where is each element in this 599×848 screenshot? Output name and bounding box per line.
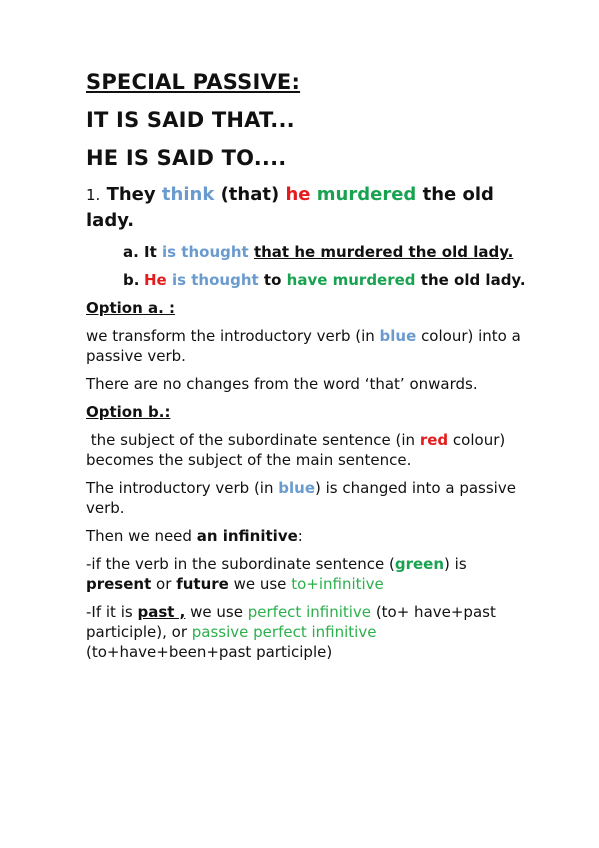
word-think: think	[161, 184, 215, 205]
word-he: he	[285, 184, 311, 205]
option-b-p1-start: the subject of the subordinate sentence (in	[90, 431, 416, 449]
word-they: They	[106, 184, 156, 205]
sentence-b-rest: the old lady.	[420, 271, 526, 289]
option-a-heading	[86, 298, 526, 318]
sentence-b	[86, 270, 526, 290]
option-b-p5-past: past ,	[137, 603, 186, 621]
option-b-p4-inf: to+infinitive	[291, 575, 384, 593]
option-b-p1-end: colour) becomes the subject of the main sentence.	[86, 431, 506, 469]
option-b-p5-mid: (to+ have+past participle), or	[86, 603, 496, 641]
option-b-p4-start: -if the verb in the subordinate sentence (	[86, 555, 395, 573]
option-a-heading-text: Option a	[86, 299, 159, 317]
sentence-a-it: It	[144, 243, 157, 261]
word-murdered: murdered	[316, 184, 417, 205]
option-b-p4-present: present	[86, 575, 152, 593]
sentence-a-is-thought: is thought	[162, 243, 249, 261]
word-that: (that)	[220, 184, 280, 205]
option-b-p3-bold: an infinitive	[196, 527, 298, 545]
option-b-p4-future: future	[176, 575, 229, 593]
sentence-a-label: a.	[123, 243, 139, 261]
sentence-b-is-thought: is thought	[171, 271, 259, 289]
example-rest: the old lady.	[86, 184, 494, 231]
sentence-b-he: He	[144, 271, 167, 289]
option-a-heading-suffix: . :	[158, 299, 176, 317]
option-b-p5-we-use: we use	[190, 603, 243, 621]
option-b-p1-colour: red	[419, 431, 449, 449]
option-b-paragraph-4	[86, 554, 526, 594]
option-a-p1-start: we transform the introductory verb (in	[86, 327, 375, 345]
option-b-p2-colour: blue	[278, 479, 315, 497]
sentence-b-label: b.	[123, 271, 140, 289]
option-a-p1-end: colour) into a passive verb.	[86, 327, 521, 365]
option-b-heading: Option b.:	[86, 403, 171, 421]
option-b-paragraph-3	[86, 526, 526, 546]
title-it-is-said-that: IT IS SAID THAT...	[86, 108, 295, 132]
option-a-paragraph-1	[86, 326, 526, 366]
option-a-p1-colour: blue	[379, 327, 417, 345]
sentence-a	[86, 242, 526, 262]
option-a-paragraph-2: There are no changes from the word ‘that’ onwards.	[86, 375, 478, 393]
option-b-p3-start: Then we need	[86, 527, 192, 545]
option-b-p5-perf: perfect infinitive	[247, 603, 372, 621]
option-b-p5-end: (to+have+been+past participle)	[86, 643, 333, 661]
option-b-paragraph-2	[86, 478, 526, 518]
sentence-b-to: to	[263, 271, 282, 289]
option-b-p5-start: -If it is	[86, 603, 133, 621]
sentence-b-have-murdered: have murdered	[286, 271, 416, 289]
option-b-p2-start: The introductory verb (in	[86, 479, 274, 497]
option-b-p3-end: :	[297, 527, 303, 545]
option-b-p4-mid: ) is	[444, 555, 467, 573]
option-b-paragraph-1	[86, 430, 526, 470]
option-b-paragraph-5	[86, 602, 526, 662]
option-b-p5-pass: passive perfect infinitive	[191, 623, 377, 641]
option-b-p4-or: or	[156, 575, 172, 593]
example-number: 1.	[86, 186, 101, 204]
option-b-p2-end: ) is changed into a passive verb.	[86, 479, 516, 517]
option-b-p4-colour: green	[394, 555, 445, 573]
option-b-p4-we-use: we use	[233, 575, 287, 593]
document-page	[86, 70, 526, 670]
example-sentence	[86, 182, 526, 233]
sentence-a-rest: that he murdered the old lady.	[253, 243, 514, 261]
title-special-passive: SPECIAL PASSIVE:	[86, 70, 301, 94]
title-he-is-said-to: HE IS SAID TO....	[86, 146, 287, 170]
